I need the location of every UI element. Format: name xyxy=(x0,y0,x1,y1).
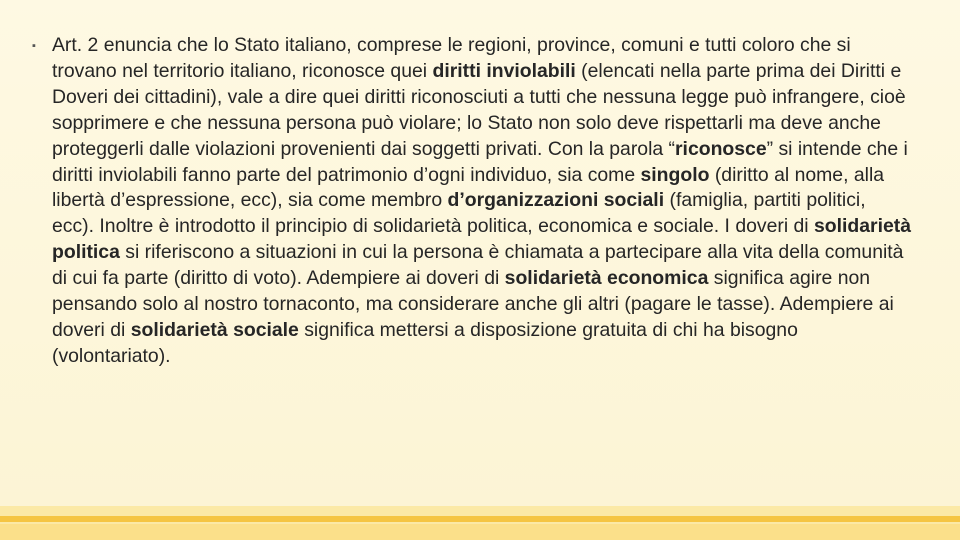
body-paragraph xyxy=(52,33,912,370)
bullet-marker-icon: ▪ xyxy=(32,40,36,52)
bullet-item xyxy=(32,33,912,370)
bold-text-run: solidarietà economica xyxy=(504,267,709,290)
slide-content xyxy=(32,33,912,370)
text-run: (famiglia, partiti politici, ecc). Inoltre è introdotto il principio di solidarietà politica, economica e sociale. I doveri di xyxy=(52,189,866,238)
bold-text-run: solidarietà politica xyxy=(52,215,912,264)
text-run: significa agire non pensando solo al nostro tornaconto, ma considerare anche gli altri (pagare le tasse). Adempiere ai doveri di xyxy=(52,267,894,341)
bold-text-run: singolo xyxy=(640,163,710,186)
bold-text-run: riconosce xyxy=(675,137,767,160)
bold-text-run: solidarietà sociale xyxy=(130,318,299,341)
text-run: Art. 2 enuncia che lo Stato italiano, comprese le regioni, province, comuni e tutti coloro che si trovano nel territorio italiano, riconosce quei xyxy=(52,34,851,82)
text-run: ” si intende che i diritti inviolabili fanno parte del patrimonio d’ogni individuo, sia come xyxy=(52,137,908,186)
text-run: (diritto al nome, alla libertà d’espressione, ecc), sia come membro xyxy=(52,163,885,212)
bold-text-run: diritti inviolabili xyxy=(432,59,576,82)
footer-accent-line xyxy=(0,516,960,522)
bold-text-run: d’organizzazioni sociali xyxy=(447,189,665,212)
text-run: significa mettersi a disposizione gratuita di chi ha bisogno (volontariato). xyxy=(52,318,798,367)
footer-accent-band xyxy=(0,524,960,540)
text-run: si riferiscono a situazioni in cui la persona è chiamata a partecipare alla vita della comunità di cui fa parte (diritto di voto). Adempiere ai doveri di xyxy=(52,241,904,290)
text-run: (elencati nella parte prima dei Diritti e Doveri dei cittadini), vale a dire quei diritti riconosciuti a tutti che nessuna legge può infrangere, cioè sopprimere e che nessuna persona può violare; lo Stato non solo deve rispettarli ma deve anche proteggerli dalle violazioni provenienti dai soggetti privati. Con la parola “ xyxy=(52,59,906,160)
